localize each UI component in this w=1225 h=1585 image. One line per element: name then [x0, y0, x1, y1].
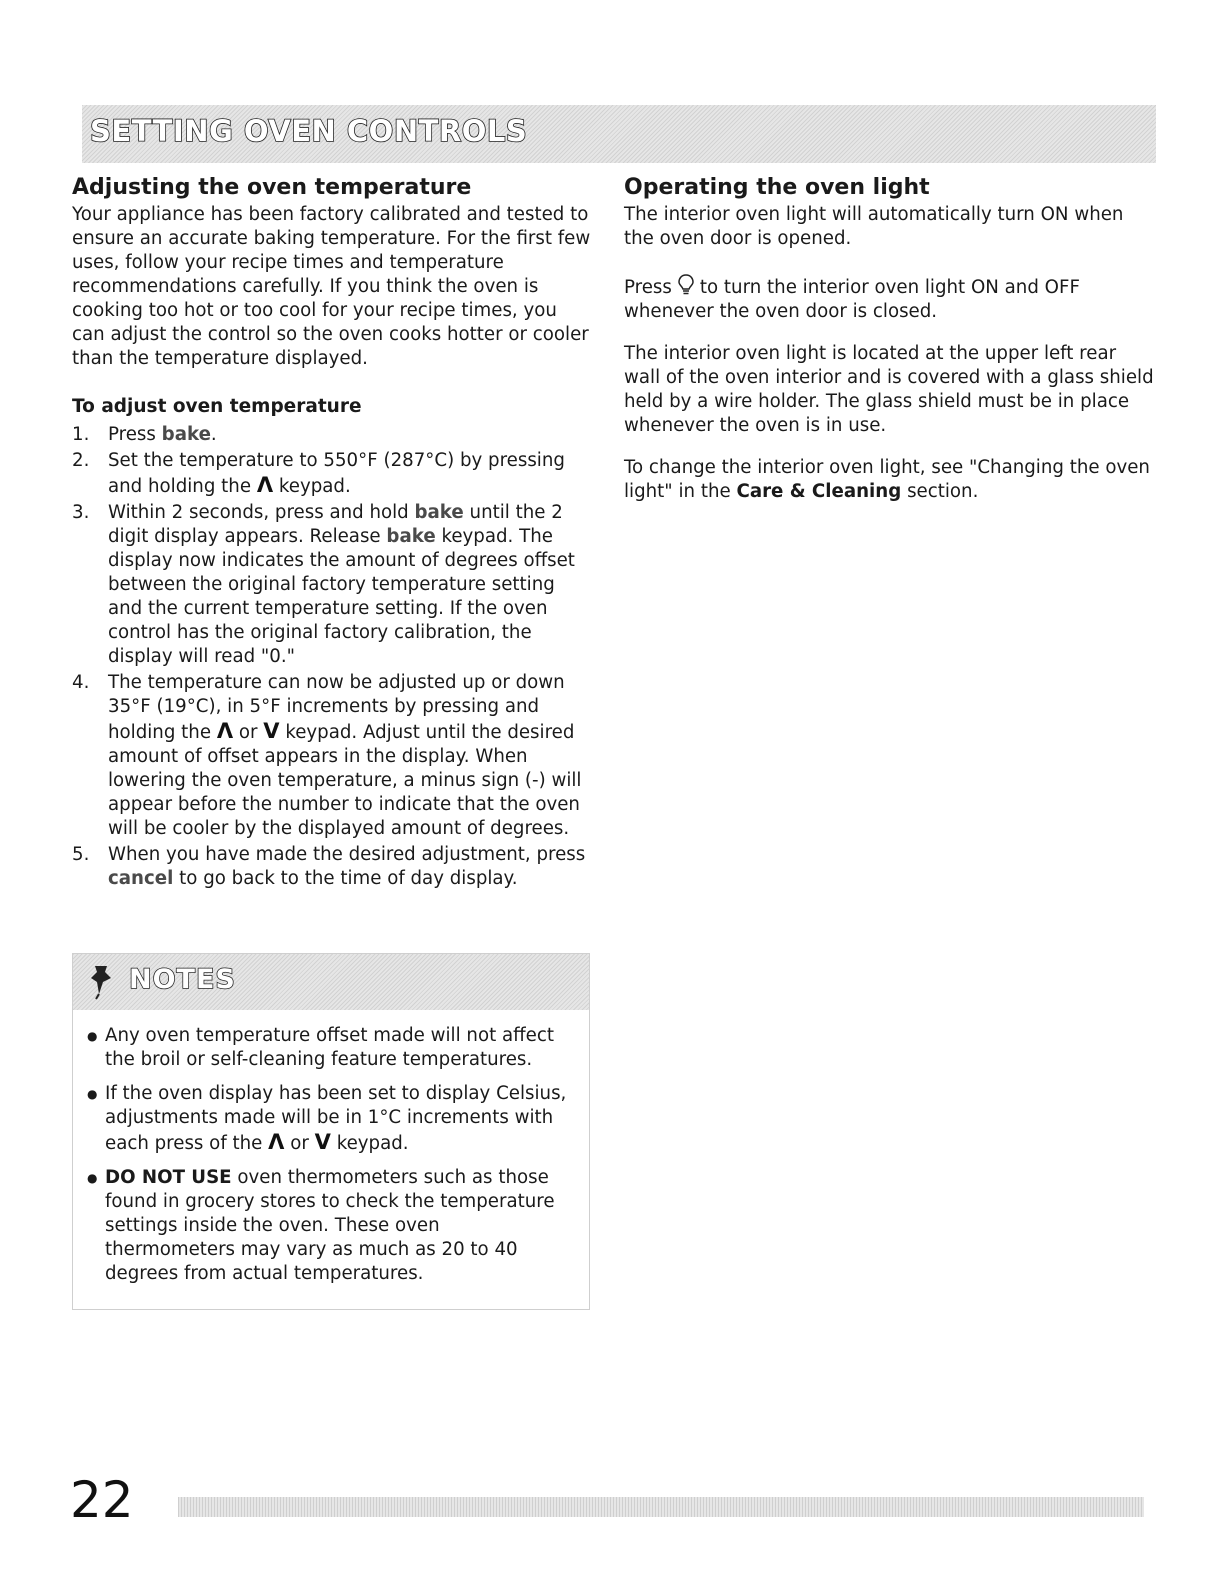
- left-column: [72, 173, 592, 893]
- right-column: [624, 173, 1154, 504]
- notes-header: [73, 954, 589, 1010]
- note-item: ● Any oven temperature offset made will not affect the broil or self-cleaning feature temperatures.: [87, 1024, 571, 1072]
- bake-key-label: bake: [161, 424, 211, 445]
- adjust-temp-subheading: To adjust oven temperature: [72, 396, 362, 417]
- section-title: SETTING OVEN CONTROLS: [90, 114, 528, 148]
- step-item: 5. When you have made the desired adjustment, press cancel to go back to the time of day display.: [72, 844, 586, 889]
- page-number: 22: [70, 1471, 134, 1529]
- cancel-key-label: cancel: [108, 868, 174, 889]
- pushpin-icon: [87, 962, 121, 1000]
- down-arrow-icon: V: [314, 1130, 331, 1154]
- up-arrow-icon: Λ: [256, 473, 274, 497]
- step-item: 4. The temperature can now be adjusted up or down 35°F (19°C), in 5°F increments by pressing and holding the Λ or V keypad. Adjust until the desired amount of offset appears in the display. When lowering the oven temperature, a minus sign (-) will appear before the number to indicate that the oven will be cooler by the displayed amount of degrees.: [72, 672, 582, 839]
- up-arrow-icon: Λ: [216, 719, 234, 743]
- bake-key-label: bake: [414, 502, 464, 523]
- notes-list: [73, 1010, 589, 1286]
- oven-light-p3: The interior oven light is located at the upper left rear wall of the oven interior and is covered with a glass shield held by a wire holder. The glass shield must be in place whenever the oven is in use.: [624, 343, 1154, 436]
- note-item: ● If the oven display has been set to display Celsius, adjustments made will be in 1°C increments with each press of the Λ or V keypad.: [87, 1082, 571, 1156]
- oven-light-heading: Operating the oven light: [624, 175, 930, 200]
- care-cleaning-ref: Care & Cleaning: [736, 481, 902, 502]
- adjust-steps-list: [72, 423, 592, 891]
- oven-light-p2: Press to turn the interior oven light ON and OFF whenever the oven door is closed.: [624, 273, 1154, 324]
- adjust-temp-heading: Adjusting the oven temperature: [72, 175, 472, 200]
- down-arrow-icon: V: [263, 719, 280, 743]
- light-bulb-icon: [676, 273, 696, 295]
- step-item: 2. Set the temperature to 550°F (287°C) by pressing and holding the Λ keypad.: [72, 450, 565, 497]
- oven-light-p4: To change the interior oven light, see "Changing the oven light" in the Care & Cleaning section.: [624, 457, 1150, 502]
- note-item: ● DO NOT USE oven thermometers such as those found in grocery stores to check the temperature settings inside the oven. These oven thermometers may vary as much as 20 to 40 degrees from actual temperatures.: [87, 1166, 571, 1286]
- notes-box: [72, 953, 590, 1310]
- step-item: 3. Within 2 seconds, press and hold bake until the 2 digit display appears. Release bake keypad. The display now indicates the amount of degrees offset between the original factory temperature setting and the current temperature setting. If the oven control has the original factory calibration, the display will read "0.": [72, 502, 575, 667]
- up-arrow-icon: Λ: [268, 1130, 285, 1154]
- footer-bar: [178, 1497, 1144, 1517]
- oven-light-p1: The interior oven light will automatically turn ON when the oven door is opened.: [624, 204, 1124, 249]
- notes-title: NOTES: [129, 964, 236, 995]
- step-item: 1. Press bake.: [72, 424, 217, 445]
- bake-key-label: bake: [386, 526, 436, 547]
- warning-label: DO NOT USE: [105, 1167, 232, 1188]
- adjust-temp-intro: Your appliance has been factory calibrated and tested to ensure an accurate baking temperature. For the first few uses, follow your recipe times and temperature recommendations carefully. If you think the oven is cooking too hot or too cool for your recipe times, you can adjust the control so the oven cooks hotter or cooler than the temperature displayed.: [72, 204, 591, 369]
